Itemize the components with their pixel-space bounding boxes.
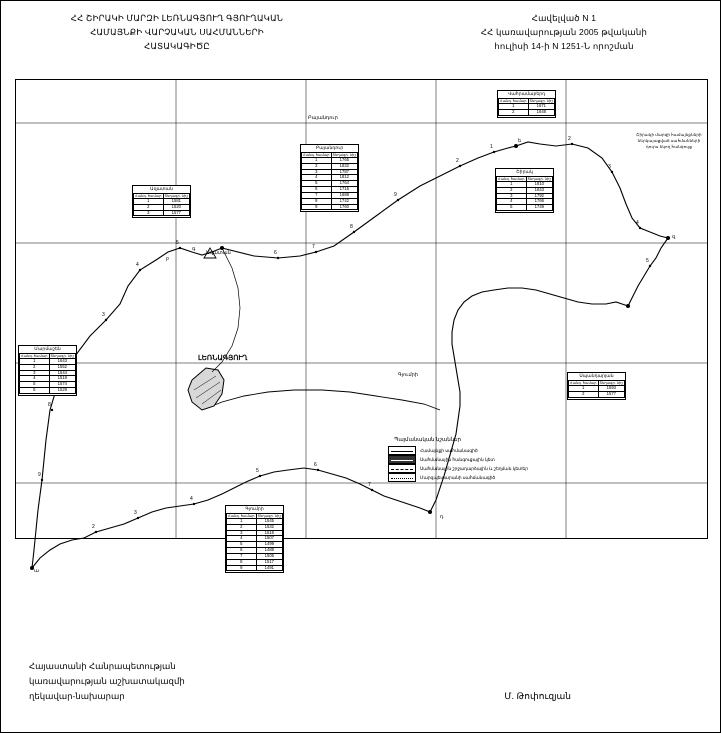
table-row: 1 1545 xyxy=(227,518,283,524)
table-row: 2 1648 xyxy=(499,109,555,115)
table-row: 9 1491 xyxy=(227,565,283,571)
table-shirak-caption: Շիրակ xyxy=(516,169,533,174)
table-spandaryan: Սպանդարյան Հանգ. համար Տեղագր. նիշ 1 1593 2 1577 xyxy=(567,372,626,400)
legend-item-label: Մարզպետարանի սահմանագիծ xyxy=(420,474,496,480)
table-gyumri-caption: Գյումրի xyxy=(245,506,264,511)
legend-item xyxy=(388,455,578,464)
table-vahramaberd-caption: Վահրամաբերդ xyxy=(507,91,546,96)
table-row: 1 1643 xyxy=(20,358,76,364)
region-boundary-icon xyxy=(388,473,416,482)
svg-text:2: 2 xyxy=(456,158,459,164)
footer xyxy=(29,659,689,704)
table-row: 5 1574 xyxy=(20,382,76,388)
table-row: 2 1843 xyxy=(497,187,553,193)
table-row: 8 1742 xyxy=(302,198,358,204)
svg-text:4: 4 xyxy=(190,496,193,502)
legend-item-label: Սահմանային շրջադարձային և շեղման կետեր xyxy=(420,465,528,471)
node-label-g: գ xyxy=(192,246,196,252)
node-label-d: դ xyxy=(440,514,444,520)
svg-text:4: 4 xyxy=(136,262,139,268)
table-bayandur-caption: Բայանդուր xyxy=(315,145,344,150)
legend-item-label: Սահմանային հանգուցային կետ xyxy=(420,456,495,462)
table-row: 3 1516 xyxy=(227,530,283,536)
map-note-line-2: ներկայացված սահմանների xyxy=(637,138,701,143)
table-row: 8 1517 xyxy=(227,559,283,565)
map-note-line-3: դուրս եկող հանգույց xyxy=(646,144,692,149)
table-row: 2 1832 xyxy=(302,163,358,169)
header-right-title xyxy=(434,11,694,53)
svg-text:3: 3 xyxy=(134,510,137,516)
table-row: 3 1787 xyxy=(302,169,358,175)
svg-text:6: 6 xyxy=(274,250,277,256)
node-label-a: ա xyxy=(34,568,39,574)
table-row: 3 1577 xyxy=(134,210,190,216)
svg-text:8: 8 xyxy=(48,402,51,408)
legend xyxy=(388,437,578,482)
table-row: 2 1552 xyxy=(20,364,76,370)
table-row: 7 1688 xyxy=(302,192,358,198)
header-right-line-2: ՀՀ կառավարության 2005 թվականի xyxy=(480,27,648,37)
table-row: 6 1529 xyxy=(20,388,76,394)
table-spandaryan-caption: Սպանդարյան xyxy=(579,373,614,378)
table-row: 4 1766 xyxy=(497,199,553,205)
table-gyumri: Գյումրի Հանգ. համար Տեղագր. նիշ 1 1545 2 1532 3 1516 4 1507 5 1499 6 1488 7 1505 8 1517 9 1491 xyxy=(225,505,284,573)
table-row: 2 1577 xyxy=(569,391,625,397)
place-label-azatan: Ազատան xyxy=(206,250,231,256)
header-left-line-1: ՀՀ ՇԻՐԱԿԻ ՄԱՐԶԻ ԼԵՌՆԱԳՅՈՒՂ ԳՅՈՒՂԱԿԱՆ xyxy=(70,13,284,23)
header-right-line-3: հուլիսի 14-ի N 1251-Ն որոշման xyxy=(494,41,634,51)
table-row: 4 1519 xyxy=(20,376,76,382)
footer-signature: Մ. Թոփուզյան xyxy=(504,691,571,701)
map-note-right xyxy=(632,132,706,150)
table-row: 3 1544 xyxy=(20,370,76,376)
footer-line-3: ղեկավար-նախարար xyxy=(29,691,125,701)
header xyxy=(1,11,720,53)
table-vahramaberd: Վահրամաբերդ Հանգ. համար Տեղագր. նիշ 1 1671 2 1648 xyxy=(497,90,556,118)
table-row: 6 1488 xyxy=(227,548,283,554)
header-left-line-3: ՀԱՏԱԿԱԳԻԾԸ xyxy=(144,41,210,51)
table-row: 5 1499 xyxy=(227,542,283,548)
map-grid xyxy=(16,80,707,538)
table-row: 2 1532 xyxy=(227,524,283,530)
table-azatan: Ազատան Հանգ. համար Տեղագր. նիշ 1 1581 2 1520 3 1577 xyxy=(132,185,191,218)
svg-text:7: 7 xyxy=(368,482,371,488)
table-row: 1 1581 xyxy=(134,198,190,204)
map-frame xyxy=(15,79,708,574)
table-row: 7 1505 xyxy=(227,553,283,559)
inner-region-outline xyxy=(202,390,440,410)
svg-text:6: 6 xyxy=(314,462,317,468)
map-drawing xyxy=(16,80,707,538)
table-row: 6 1715 xyxy=(302,187,358,193)
col-elev: Տեղագր. նիշ xyxy=(332,152,357,157)
legend-title: Պայմանական նշաններ xyxy=(394,437,461,443)
header-left-line-2: ՀԱՄԱՅՆՔԻ ՎԱՐՉԱԿԱՆ ՍԱՀՄԱՆՆԵՐԻ xyxy=(90,27,264,37)
table-row: 1 1765 xyxy=(302,157,358,163)
svg-text:5: 5 xyxy=(646,258,649,264)
table-row: 2 1520 xyxy=(134,204,190,210)
header-left-title xyxy=(27,11,327,53)
table-marmashen-caption: Մարմաշեն xyxy=(34,346,61,351)
svg-text:9: 9 xyxy=(38,472,41,478)
legend-item-label: Համայնքի սահմանագիծ xyxy=(420,447,478,453)
table-shirak: Շիրակ Հանգ. համար Տեղագր. նիշ 1 1810 2 1843 3 1792 4 1766 5 1749 xyxy=(495,168,554,213)
turning-point-icon xyxy=(388,464,416,473)
table-bayandur xyxy=(300,144,359,212)
legend-item xyxy=(388,446,578,455)
table-row: 3 1792 xyxy=(497,193,553,199)
svg-text:5: 5 xyxy=(176,240,179,246)
svg-text:2: 2 xyxy=(568,136,571,142)
svg-text:2: 2 xyxy=(92,524,95,530)
boundary-node-icon xyxy=(388,455,416,464)
community-boundary-south xyxy=(32,288,628,568)
boundary-line-icon xyxy=(388,446,416,455)
table-row: 9 1760 xyxy=(302,204,358,210)
node-label-z: զ xyxy=(672,234,676,240)
svg-text:4: 4 xyxy=(636,220,639,226)
svg-text:8: 8 xyxy=(350,224,353,230)
table-row: 1 1810 xyxy=(497,181,553,187)
legend-item xyxy=(388,464,578,473)
footer-line-1: Հայաստանի Հանրապետության xyxy=(29,661,176,671)
place-label-gyumri: Գյումրի xyxy=(398,372,418,378)
svg-text:3: 3 xyxy=(608,164,611,170)
table-row: 5 1764 xyxy=(302,181,358,187)
place-label-bayandur: Բայանդուր xyxy=(308,115,338,121)
node-label-b: բ xyxy=(166,256,170,262)
footer-line-2: կառավարության աշխատակազմի xyxy=(29,676,185,686)
table-row: 4 1812 xyxy=(302,175,358,181)
table-marmashen: Մարմաշեն Հանգ. համար Տեղագր. նիշ 1 1643 2 1552 3 1544 4 1519 5 1574 6 1529 xyxy=(18,345,77,396)
table-azatan-caption: Ազատան xyxy=(150,186,173,191)
table-row: 4 1507 xyxy=(227,536,283,542)
svg-text:5: 5 xyxy=(256,468,259,474)
svg-text:9: 9 xyxy=(394,192,397,198)
legend-item xyxy=(388,473,578,482)
table-row: 1 1671 xyxy=(499,103,555,109)
header-right-line-1: Հավելված N 1 xyxy=(531,13,597,23)
svg-text:7: 7 xyxy=(312,244,315,250)
svg-text:1: 1 xyxy=(490,144,493,150)
node-label-e: ե xyxy=(518,138,522,144)
map-note-line-1: Շիրակի մարզի համայնքների xyxy=(636,132,702,137)
table-row: 5 1749 xyxy=(497,205,553,211)
svg-text:3: 3 xyxy=(102,312,105,318)
table-row: 1 1593 xyxy=(569,385,625,391)
col-node: Հանգ. համար xyxy=(303,152,330,157)
place-label-lernagyugh: ԼԵՌՆԱԳՅՈՒՂ xyxy=(198,355,248,362)
